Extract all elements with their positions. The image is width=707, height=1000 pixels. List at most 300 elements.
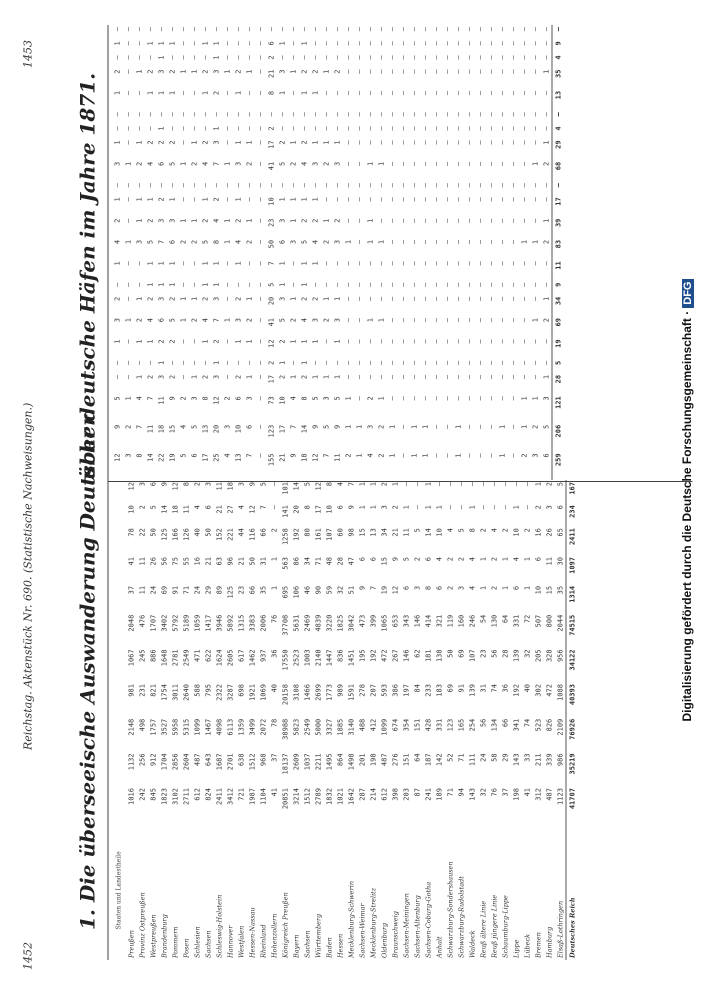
table-cell: — (421, 218, 429, 223)
table-cell: 6 (149, 482, 157, 487)
table-cell: — (344, 183, 352, 188)
table-cell: — (454, 55, 462, 60)
page-number-right: 1453 (21, 40, 35, 68)
table-cell: — (388, 374, 396, 380)
table-cell: 107 (468, 649, 476, 663)
table-cell: — (465, 318, 473, 323)
table-cell: 2 (190, 318, 198, 323)
table-cell: 3 (545, 505, 553, 510)
table-cell: — (498, 140, 506, 145)
table-cell: — (322, 261, 330, 266)
table-cell: 2 (289, 318, 297, 323)
table-cell: 9 (113, 424, 121, 430)
table-cell: 6 (402, 585, 410, 591)
table-cell: 10 (325, 505, 333, 514)
table-cell: — (465, 261, 473, 266)
table-cell: 2 (333, 69, 341, 74)
table-cell: — (421, 318, 429, 323)
table-cell: — (457, 482, 465, 487)
table-cell: 343 (402, 614, 410, 628)
table-cell: 2 (146, 374, 154, 380)
table-cell: 1 (113, 140, 121, 145)
table-cell: — (531, 296, 539, 301)
table-cell: 1 (113, 197, 121, 202)
table-cell: — (465, 140, 473, 145)
table-cell: — (498, 239, 506, 245)
table-cell: 2 (311, 69, 319, 74)
table-cell: — (355, 126, 363, 131)
table-cell: 5189 (182, 614, 190, 632)
table-cell: — (487, 69, 495, 74)
table-cell: — (509, 424, 517, 430)
table-cell: — (377, 296, 385, 301)
table-cell: 59 (325, 585, 333, 595)
table-cell: — (501, 505, 509, 510)
table-cell: 13 (369, 528, 377, 537)
table-cell: 1 (234, 261, 242, 266)
table-cell: — (490, 505, 498, 510)
table-row (522, 480, 533, 960)
table-cell: — (333, 55, 341, 60)
table-cell: — (432, 339, 440, 344)
table-cell: — (487, 218, 495, 223)
table-cell: — (366, 296, 374, 301)
table-cell: 36 (270, 649, 278, 658)
table-cell: 1359 (237, 718, 245, 736)
table-cell: 143 (468, 788, 476, 801)
table-cell: — (498, 396, 506, 401)
total-cell: 74515 (566, 613, 578, 648)
row-label: Elsaß-Lothringen (556, 900, 564, 958)
table-cell: 1 (366, 218, 374, 223)
table-cell: — (179, 112, 187, 117)
table-cell: — (531, 183, 539, 188)
table-cell: — (333, 197, 341, 202)
table-cell: 17 (278, 424, 286, 434)
table-cell: 63 (215, 557, 223, 566)
row-label: Lübeck (523, 933, 531, 958)
table-cell: — (179, 261, 187, 266)
table-cell: 1 (402, 505, 410, 510)
table-cell: 5 (113, 396, 121, 401)
table-cell: 2 (234, 218, 242, 223)
table-cell: 10 (534, 585, 542, 595)
table-cell: — (465, 396, 473, 401)
table-cell: — (190, 27, 198, 32)
table-cell: — (377, 183, 385, 188)
table-cell: — (234, 183, 242, 188)
table-cell: 1 (289, 218, 297, 223)
table-cell: 119 (446, 614, 454, 628)
table-row (247, 480, 258, 960)
table-cell: 1825 (336, 614, 344, 632)
table-cell: — (377, 360, 385, 365)
table-cell: 1704 (160, 753, 168, 771)
table-cell: — (190, 55, 198, 60)
table-cell: 1823 (160, 788, 168, 805)
table-cell: 12 (311, 453, 319, 462)
table-cell: — (487, 360, 495, 365)
table-cell: 1 (270, 557, 278, 562)
total-cell: 4 (552, 53, 564, 67)
table-cell: 1 (157, 282, 165, 287)
table-cell: — (520, 360, 528, 365)
table-cell: — (443, 374, 451, 380)
table-cell: 2 (190, 239, 198, 245)
table-cell: 189 (435, 788, 443, 801)
table-cell: 12 (248, 505, 256, 514)
table-cell: 69 (446, 684, 454, 693)
table-cell: 638 (237, 753, 245, 767)
total-cell: — (552, 25, 564, 39)
table-cell: 523 (534, 718, 542, 732)
table-cell: 1016 (127, 788, 135, 805)
table-cell: — (498, 69, 506, 74)
table-cell: — (355, 27, 363, 32)
table-cell: 4 (300, 318, 308, 323)
table-cell: 2 (168, 374, 176, 380)
table-cell: 1003 (303, 649, 311, 667)
table-cell: 2 (479, 528, 487, 533)
total-cell: 40393 (566, 682, 578, 717)
table-cell: 1 (234, 140, 242, 145)
table-cell: 1 (531, 239, 539, 245)
table-cell: 2 (245, 318, 253, 323)
table-cell: — (476, 374, 484, 380)
table-cell: 6 (168, 239, 176, 245)
table-cell: 1 (223, 161, 231, 167)
table-cell: 72 (523, 614, 531, 624)
table-cell: — (498, 282, 506, 287)
table-cell: — (270, 482, 278, 487)
table-cell: 98 (347, 528, 355, 537)
table-cell: — (223, 282, 231, 287)
table-cell: 15 (380, 557, 388, 566)
table-cell: 1088 (556, 684, 564, 701)
watermark-text: Digitalisierung gefördert durch die Deutsche Forschungsgemeinschaft · (680, 310, 694, 722)
table-cell: — (377, 339, 385, 344)
table-cell: 1132 (127, 753, 135, 771)
table-cell: 6 (234, 396, 242, 401)
table-cell: — (256, 396, 264, 401)
table-cell: 96 (226, 557, 234, 566)
table-cell: 1 (168, 90, 176, 96)
table-cell: — (531, 90, 539, 96)
table-cell: 472 (380, 649, 388, 663)
table-cell: 956 (556, 649, 564, 663)
table-cell: 1 (201, 41, 209, 46)
table-cell: — (520, 161, 528, 167)
table-cell: — (512, 482, 520, 487)
table-cell: 26 (545, 528, 553, 537)
table-cell: — (542, 112, 550, 117)
table-cell: 1495 (325, 753, 333, 771)
table-row (431, 25, 442, 480)
table-top-rule (108, 25, 109, 960)
table-cell: 41 (270, 788, 278, 797)
table-cell: 151 (413, 718, 421, 732)
table-cell: 4 (113, 239, 121, 245)
table-cell: — (468, 482, 476, 487)
table-cell: 2 (270, 528, 278, 533)
table-cell: 20 (212, 424, 220, 434)
table-row (332, 25, 343, 480)
table-cell: 5 (168, 161, 176, 167)
table-cell: 1 (388, 453, 396, 458)
total-cell: 1314 (566, 584, 578, 613)
table-cell: — (256, 161, 264, 167)
table-cell: — (443, 453, 451, 458)
table-cell: — (388, 41, 396, 46)
table-cell: — (344, 90, 352, 96)
table-cell: 1 (278, 41, 286, 46)
table-cell: 354 (402, 718, 410, 732)
table-cell: 1 (377, 318, 385, 323)
table-cell: 58 (490, 753, 498, 762)
table-cell: 2 (146, 140, 154, 145)
table-cell: 5 (168, 318, 176, 323)
table-cell: 3 (157, 374, 165, 380)
table-cell: 1 (245, 296, 253, 301)
table-cell: — (487, 339, 495, 344)
table-cell: 5 (146, 239, 154, 245)
table-cell: — (366, 90, 374, 96)
row-label: Mecklenburg-Schwerin (347, 880, 355, 958)
table-cell: 64 (413, 753, 421, 762)
table-cell: — (443, 424, 451, 430)
table-cell: 3 (237, 482, 245, 487)
table-cell: 3 (311, 161, 319, 167)
table-cell: 187 (424, 753, 432, 767)
table-cell: — (432, 396, 440, 401)
table-cell: 1 (479, 585, 487, 591)
table-cell: 2 (234, 69, 242, 74)
table-cell: 5958 (171, 718, 179, 736)
table-cell: 2 (531, 424, 539, 430)
table-row (178, 25, 189, 480)
table-cell: — (256, 453, 264, 458)
table-cell: 8 (303, 505, 311, 510)
table-cell: — (509, 218, 517, 223)
table-cell: 1 (542, 140, 550, 145)
table-cell: 1466 (303, 684, 311, 701)
table-cell: — (344, 55, 352, 60)
table-cell: 31 (259, 557, 267, 566)
table-cell: 21 (237, 557, 245, 566)
table-cell: — (322, 41, 330, 46)
table-cell: — (399, 183, 407, 188)
table-cell: 1 (311, 90, 319, 96)
table-cell: — (457, 505, 465, 510)
table-row (401, 480, 412, 960)
total-cell: 9 (552, 281, 564, 295)
column-header (112, 584, 126, 613)
table-cell: 11 (215, 482, 223, 491)
table-cell: — (542, 27, 550, 32)
table-cell: 1 (113, 339, 121, 344)
table-cell: 1 (410, 453, 418, 458)
table-cell: 9 (311, 424, 319, 430)
table-cell: 1 (366, 239, 374, 245)
table-cell: — (509, 27, 517, 32)
table-cell: 66 (259, 528, 267, 537)
table-cell: — (135, 27, 143, 32)
table-cell: 2 (380, 482, 388, 487)
table-row (277, 25, 288, 480)
table-cell: — (523, 505, 531, 510)
table-cell: 165 (457, 718, 465, 732)
table-cell: — (388, 296, 396, 301)
table-cell: — (344, 69, 352, 74)
table-cell: — (421, 140, 429, 145)
table-cell: — (443, 41, 451, 46)
table-cell: — (531, 339, 539, 344)
table-cell: 28 (336, 557, 344, 566)
table-cell: — (278, 112, 286, 117)
table-cell: 1 (201, 282, 209, 287)
table-cell: — (432, 161, 440, 167)
table-cell: 1 (542, 218, 550, 223)
table-cell: — (432, 318, 440, 323)
table-cell: 12 (314, 482, 322, 491)
table-cell: 1 (311, 197, 319, 202)
table-cell: 674 (391, 718, 399, 732)
table-cell: — (377, 112, 385, 117)
table-cell: 64 (501, 614, 509, 624)
row-label: Sachsen-Altenburg (413, 895, 421, 958)
table-cell: — (377, 69, 385, 74)
row-label: Sachsen-Meiningen (402, 893, 410, 958)
table-cell: 66 (248, 585, 256, 595)
table-cell: — (454, 41, 462, 46)
table-cell: 1 (391, 482, 399, 487)
table-cell: 3287 (226, 684, 234, 701)
table-cell: 1 (135, 140, 143, 145)
table-cell: — (322, 197, 330, 202)
table-cell: — (421, 69, 429, 74)
table-cell: 1 (168, 197, 176, 202)
table-row (258, 480, 269, 960)
table-cell: — (212, 183, 220, 188)
table-cell: 5 (303, 482, 311, 487)
table-cell: — (498, 339, 506, 344)
table-cell: 2 (391, 505, 399, 510)
table-cell: — (157, 183, 165, 188)
table-cell: — (179, 282, 187, 287)
table-cell: — (454, 296, 462, 301)
table-cell: — (388, 140, 396, 145)
table-cell: — (498, 112, 506, 117)
table-cell: 36 (501, 684, 509, 693)
table-cell: 4 (468, 585, 476, 591)
table-cell: 31 (479, 684, 487, 693)
table-cell: — (432, 360, 440, 365)
table-cell: — (542, 360, 550, 365)
table-cell: 142 (435, 753, 443, 767)
table-cell: 2549 (303, 718, 311, 736)
table-cell: 1037 (303, 753, 311, 771)
table-cell: 2 (322, 161, 330, 167)
table-cell: — (531, 218, 539, 223)
table-cell: 2 (113, 69, 121, 74)
table-cell: — (322, 55, 330, 60)
total-cell: 35219 (566, 751, 578, 786)
row-label: Reuß jüngere Linie (490, 894, 498, 958)
table-cell: — (542, 90, 550, 96)
table-cell: 14 (292, 482, 300, 491)
table-cell: — (476, 161, 484, 167)
table-cell: — (476, 27, 484, 32)
row-label: Brandenburg (160, 914, 168, 958)
table-cell: — (355, 90, 363, 96)
table-cell: 1 (454, 424, 462, 430)
table-cell: — (399, 126, 407, 131)
table-cell: — (256, 339, 264, 344)
table-cell: — (487, 140, 495, 145)
table-cell: 2 (278, 140, 286, 145)
table-cell: — (465, 374, 473, 380)
table-cell: 5 (278, 318, 286, 323)
table-cell: — (531, 282, 539, 287)
table-cell: — (542, 126, 550, 131)
table-cell: 3 (135, 239, 143, 245)
table-cell: — (465, 183, 473, 188)
table-row (456, 480, 467, 960)
table-cell: 3 (322, 396, 330, 401)
table-cell: 151 (402, 753, 410, 767)
table-cell: 6 (358, 557, 366, 562)
table-row (181, 480, 192, 960)
table-cell: — (454, 396, 462, 401)
table-cell: 1 (201, 90, 209, 96)
table-cell: — (410, 140, 418, 145)
table-cell: 4 (234, 239, 242, 245)
table-cell: — (355, 339, 363, 344)
table-cell: 15 (545, 585, 553, 595)
table-cell: — (366, 126, 374, 131)
table-cell: 56 (490, 649, 498, 658)
table-cell: 507 (534, 614, 542, 628)
table-cell: — (487, 424, 495, 430)
table-cell: 7 (245, 453, 253, 458)
table-cell: — (509, 374, 517, 380)
table-cell: — (355, 360, 363, 365)
table-cell: — (479, 505, 487, 510)
table-cell: 2 (201, 140, 209, 145)
table-cell: 6 (190, 453, 198, 458)
table-cell: 1 (179, 161, 187, 167)
table-cell: 612 (193, 788, 201, 801)
table-cell: — (454, 161, 462, 167)
table-cell: 6113 (226, 718, 234, 736)
table-cell: 2 (157, 197, 165, 202)
table-cell: — (234, 282, 242, 287)
table-cell: — (432, 69, 440, 74)
table-row (112, 25, 123, 480)
table-cell: 328 (545, 649, 553, 663)
table-row (134, 25, 145, 480)
table-cell: 51 (347, 585, 355, 595)
table-cell: 50 (149, 528, 157, 537)
table-cell: — (366, 360, 374, 365)
table-cell: — (399, 424, 407, 430)
table-cell: — (443, 360, 451, 365)
table-cell: 11 (333, 453, 341, 462)
table-cell: — (300, 183, 308, 188)
column-header (112, 682, 126, 717)
table-cell: 22 (138, 528, 146, 537)
table-cell: — (388, 90, 396, 96)
